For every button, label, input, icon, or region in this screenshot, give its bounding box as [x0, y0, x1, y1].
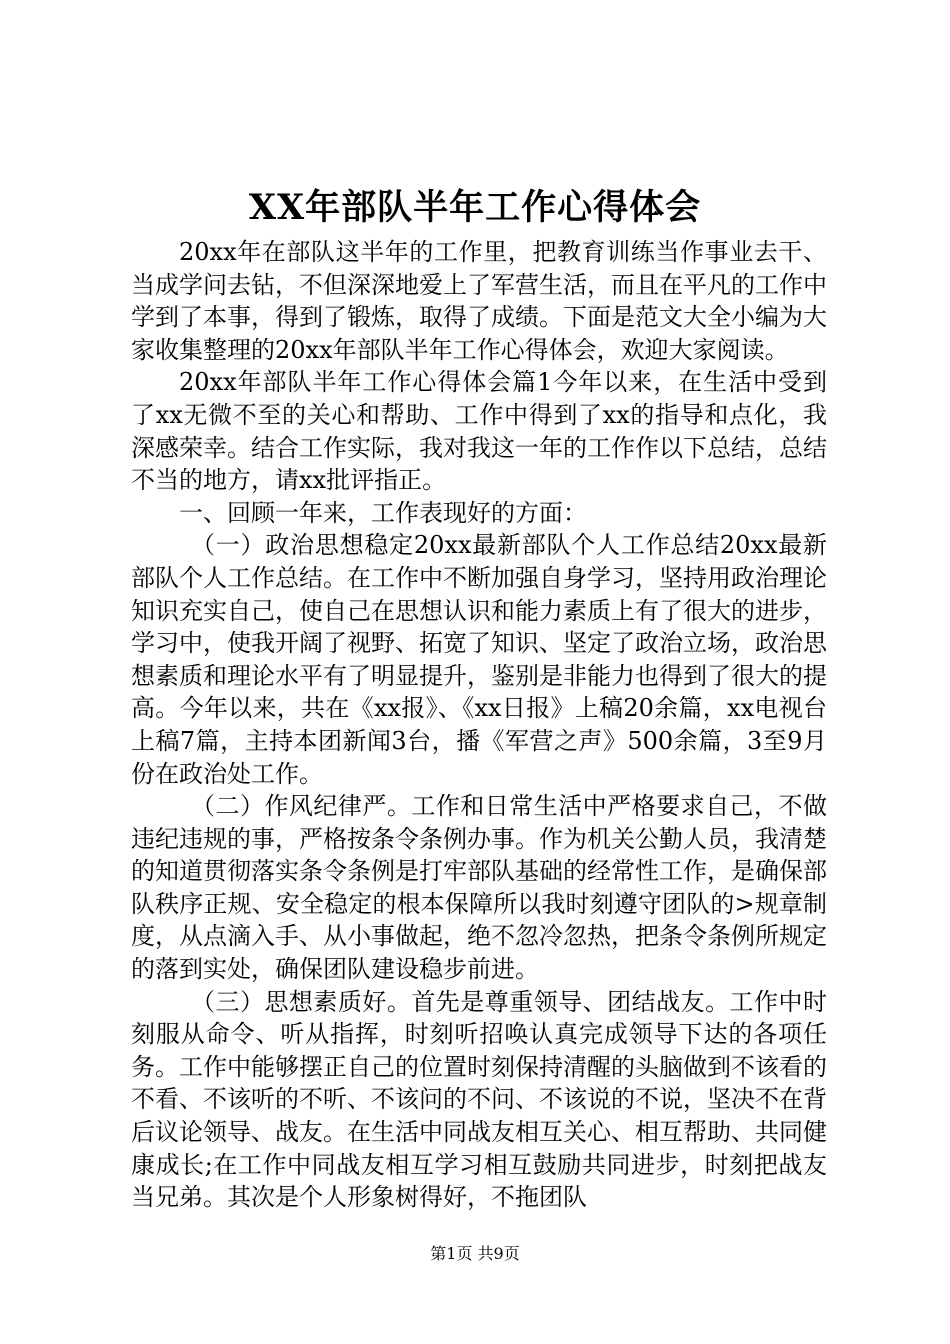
- document-title: XX年部队半年工作心得体会: [248, 187, 702, 228]
- paragraph-political: （一）政治思想稳定20xx最新部队个人工作总结20xx最新部队个人工作总结。在工作中不断加强自身学习，坚持用政治理论知识充实自己，使自己在思想认识和能力素质上有了很大的进步，学习中，使我开阔了视野、拓宽了知识、坚定了政治立场，政治思想素质和理论水平有了明显提升，鉴别是非能力也得到了很大的提高。今年以来，共在《xx报》、《xx日报》上稿20余篇，xx电视台上稿7篇，主持本团新闻3台，播《军营之声》500余篇，3至9月份在政治处工作。: [131, 531, 827, 788]
- paragraph-article-1: 20xx年部队半年工作心得体会篇1今年以来，在生活中受到了xx无微不至的关心和帮助、工作中得到了xx的指导和点化，我深感荣幸。结合工作实际，我对我这一年的工作作以下总结，总结不当的地方，请xx批评指正。: [131, 368, 827, 495]
- paragraph-intro: 20xx年在部队这半年的工作里，把教育训练当作事业去干、当成学问去钻，不但深深地爱上了军营生活，而且在平凡的工作中学到了本事，得到了锻炼，取得了成绩。下面是范文大全小编为大家收集整理的20xx年部队半年工作心得体会，欢迎大家阅读。: [131, 238, 827, 364]
- paragraph-ideology: （三）思想素质好。首先是尊重领导、团结战友。工作中时刻服从命令、听从指挥，时刻听招唤认真完成领导下达的各项任务。工作中能够摆正自己的位置时刻保持清醒的头脑做到不该看的不看、不该听的不听、不该问的不问、不该说的不说，坚决不在背后议论领导、战友。在生活中同战友相互关心、相互帮助、共同健康成长;在工作中同战友相互学习相互鼓励共同进步，时刻把战友当兄弟。其次是个人形象树得好，不拖团队: [131, 987, 827, 1212]
- paragraph-section-heading: 一、回顾一年来，工作表现好的方面：: [179, 498, 587, 527]
- page-footer: 第1页 共9页: [430, 1244, 520, 1263]
- paragraph-discipline: （二）作风纪律严。工作和日常生活中严格要求自己，不做违纪违规的事，严格按条令条例办事。作为机关公勤人员，我清楚的知道贯彻落实条令条例是打牢部队基础的经常性工作，是确保部队秩序正规、安全稳定的根本保障所以我时刻遵守团队的>规章制度，从点滴入手、从小事做起，绝不忽冷忽热，把条令条例所规定的落到实处，确保团队建设稳步前进。: [131, 792, 827, 984]
- document-body: [131, 236, 827, 1214]
